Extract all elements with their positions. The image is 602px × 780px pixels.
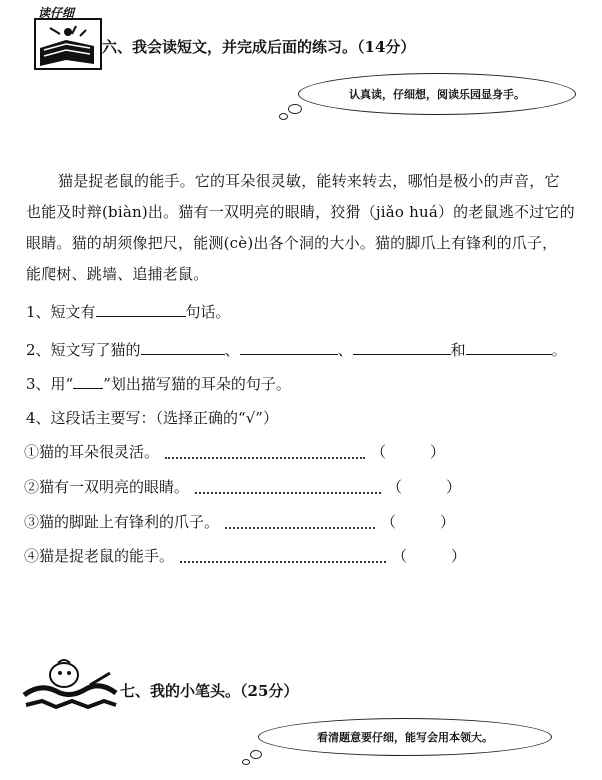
passage-line: 猫是捉老鼠的能手。它的耳朵很灵敏，能转来转去，哪怕是极小的声音，它 (58, 172, 560, 190)
question-1 (26, 302, 231, 322)
option-row (24, 546, 466, 566)
dotted-leader (180, 551, 386, 563)
paren-close: ） (430, 443, 446, 461)
section-6-title: 六、我会读短文，并完成后面的练习。（14分） (102, 38, 416, 56)
option-row (24, 442, 445, 462)
bubble-tail (250, 750, 262, 759)
reading-passage (26, 166, 590, 290)
separator: 、 (337, 341, 353, 359)
dotted-leader (165, 447, 365, 459)
section-7-tip-bubble (258, 718, 552, 756)
option-label: ③猫的脚趾上有锋利的爪子。 (24, 513, 220, 531)
underline-symbol (73, 374, 103, 389)
paren-open: （ (371, 443, 387, 461)
option-row (24, 512, 455, 532)
paren-open: （ (381, 513, 397, 531)
passage-line: 也能及时辩(biàn)出。猫有一双明亮的眼睛，狡猾（jiǎo huá）的老鼠逃不过它的 (26, 203, 575, 221)
option-label: ②猫有一双明亮的眼睛。 (24, 478, 190, 496)
passage-line: 能爬树、跳墙、追捕老鼠。 (26, 265, 209, 283)
bubble-tail (288, 104, 302, 114)
option-row (24, 477, 461, 497)
paren-close: ） (451, 547, 467, 565)
bubble-tail (279, 113, 288, 120)
logo-caption: 读仔细 (38, 6, 75, 20)
dotted-leader (195, 482, 381, 494)
bubble-tail (242, 759, 250, 765)
section-7-tip-text: 看清题意要仔细，能写会用本领大。 (317, 731, 493, 744)
answer-blank[interactable] (240, 340, 338, 355)
option-label: ①猫的耳朵很灵活。 (24, 443, 160, 461)
question-3-suffix: ”划出描写猫的耳朵的句子。 (103, 375, 291, 393)
passage-line: 眼睛。猫的胡须像把尺，能测(cè)出各个洞的大小。猫的脚爪上有锋利的爪子， (26, 234, 558, 252)
section-6-tip-text: 认真读，仔细想，阅读乐园显身手。 (349, 88, 525, 101)
read-carefully-logo (34, 6, 102, 70)
book-icon (36, 20, 100, 68)
paren-open: （ (387, 478, 403, 496)
question-1-suffix: 句话。 (185, 303, 231, 321)
period: 。 (551, 341, 567, 359)
paren-close: ） (440, 513, 456, 531)
dotted-leader (225, 517, 375, 529)
paren-close: ） (446, 478, 462, 496)
question-4: 4、这段话主要写：（选择正确的“√”） (26, 409, 278, 427)
answer-blank[interactable] (353, 340, 451, 355)
section-7-title: 七、我的小笔头。（25分） (120, 682, 299, 700)
answer-blank[interactable] (141, 340, 225, 355)
answer-blank[interactable] (96, 302, 186, 317)
conjunction: 和 (450, 341, 466, 359)
answer-blank[interactable] (466, 340, 552, 355)
question-1-prefix: 1、短文有 (26, 303, 96, 321)
separator: 、 (224, 341, 240, 359)
cartoon-writing-icon (20, 655, 120, 715)
paren-open: （ (392, 547, 408, 565)
section-6-tip-bubble (298, 73, 576, 115)
question-3-prefix: 3、用“ (26, 375, 74, 393)
question-2-prefix: 2、短文写了猫的 (26, 341, 141, 359)
option-label: ④猫是捉老鼠的能手。 (24, 547, 175, 565)
question-3 (26, 374, 291, 394)
question-2 (26, 340, 567, 360)
